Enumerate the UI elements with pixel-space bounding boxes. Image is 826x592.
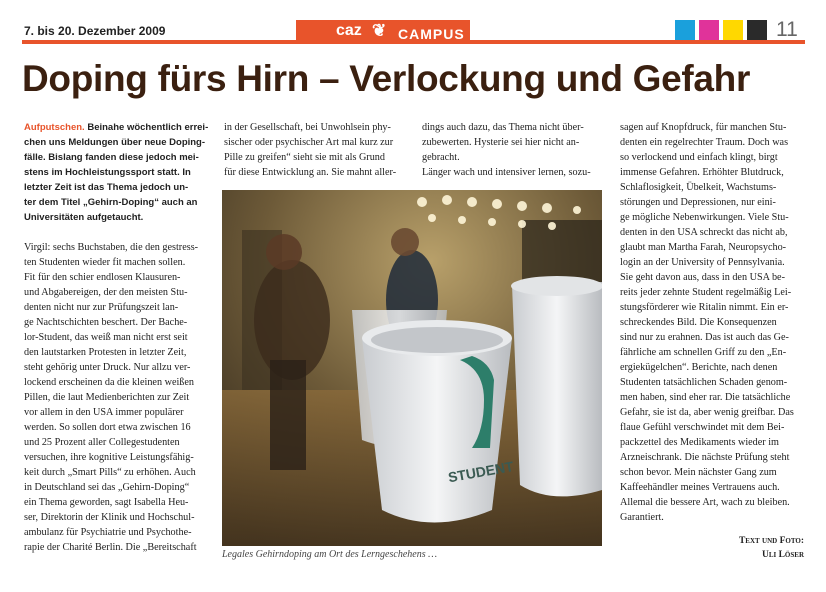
body-line: keit durch „Smart Pills“ zu erhöhen. Auch <box>24 467 196 478</box>
header-date: 7. bis 20. Dezember 2009 <box>24 24 166 38</box>
body-line: ge Nachtschichten beschert. Der Bache- <box>24 317 188 328</box>
color-swatch-yellow <box>723 20 743 40</box>
body-line: Schlaflosigkeit, Übelkeit, Wachstums- <box>620 182 777 193</box>
column-4 <box>620 120 794 525</box>
body-line: Allemal die bessere Art, wach zu bleiben. <box>620 497 790 508</box>
body-line: Garantiert. <box>620 512 664 523</box>
body-line: denten in den USA schreckt das nicht ab, <box>620 227 788 238</box>
body-line: men haben, sind eher rar. Die tatsächliche <box>620 392 791 403</box>
photo-credit <box>739 534 804 562</box>
credit-label: Text und Foto: <box>738 536 804 546</box>
body-line: lor-Student, das weiß man nicht erst seit <box>24 332 188 343</box>
body-line: Virgil: sechs Buchstaben, die den gestress- <box>24 242 199 253</box>
body-line: versuchen, ihre kognitive Leistungsfähig- <box>24 452 194 463</box>
body-line: ge mögliche Nebenwirkungen. Viele Stu- <box>620 212 789 223</box>
body-line: ambulanz für Psychiatrie und Psychothe- <box>24 527 192 538</box>
body-line: und Abgabereigen, der den meisten Stu- <box>24 287 188 298</box>
body-line: flaue Gefühl verschwindet mit dem Bei- <box>620 422 785 433</box>
body-line: stungsförderer wie Ritalin nimmt. Ein er- <box>620 302 789 313</box>
color-swatch-magenta <box>699 20 719 40</box>
body-line: rapie der Charité Berlin. Die „Bereitschaft <box>24 542 197 553</box>
body-line: Sie geht davon aus, dass in den USA be- <box>620 272 785 283</box>
body-line: denten nicht nur zur Prüfungszeit lan- <box>24 302 179 313</box>
body-line: Arzneischrank. Die nächste Prüfung steht <box>620 452 790 463</box>
section-logo <box>296 20 470 44</box>
body-line: Studenten tatsächlichen Schaden genom- <box>620 377 788 388</box>
body-line: ergiekügelchen“. Berichte, nach denen <box>620 362 778 373</box>
body-line: so verlockend und einfach klingt, birgt <box>620 152 778 163</box>
body-line: denten ein regelrechter Traum. Doch was <box>620 137 789 148</box>
color-swatch-black <box>747 20 767 40</box>
body-line: Länger wach und intensiver lernen, sozu- <box>422 167 591 178</box>
body-line: lockend erscheinen da die kleinen weißen <box>24 377 195 388</box>
body-line: login an der University of Pennsylvania. <box>620 257 785 268</box>
lead-line: stens im Hochleistungssport statt. In <box>24 167 191 178</box>
body-text-col1 <box>24 240 214 555</box>
lead-line: ter dem Titel „Gehirn-Doping“ auch an <box>24 197 198 208</box>
body-line: für diese Entwicklung an. Sie mahnt aller- <box>224 167 397 178</box>
lead-line: Universitäten aufgetaucht. <box>24 212 144 223</box>
lead-line: fälle. Bislang fanden diese jedoch mei- <box>24 152 199 163</box>
body-line: fährliche am schnellen Griff zu den „En- <box>620 347 787 358</box>
lead-line <box>24 120 214 135</box>
column-2 <box>224 120 396 180</box>
body-line: Gefahr, sie ist da, aber wenig greifbar. Das <box>620 407 794 418</box>
color-swatch-cyan <box>675 20 695 40</box>
body-line: und 25 Prozent aller Collegestudenten <box>24 437 180 448</box>
body-line: werden. So sollen dort etwa zwischen 16 <box>24 422 191 433</box>
body-line: packzettel des Medikaments wieder im <box>620 437 779 448</box>
lead-line: letzter Zeit ist das Thema jedoch un- <box>24 182 189 193</box>
body-line: Kaffeehändler meines Vertrauens auch. <box>620 482 780 493</box>
page-number: 11 <box>776 18 798 41</box>
body-line: schon bevor. Mein nächster Gang zum <box>620 467 777 478</box>
body-line: in Deutschland sei das „Gehirn-Doping“ <box>24 482 190 493</box>
lead-line: chen uns Meldungen über neue Doping- <box>24 137 206 148</box>
lead-line-text: Beinahe wöchentlich errei- <box>84 122 209 133</box>
body-line: sagen auf Knopfdruck, für manchen Stu- <box>620 122 787 133</box>
body-line: sind nur zu erahnen. Das ist auch das Ge- <box>620 332 789 343</box>
body-line: vor allem in den USA immer populärer <box>24 407 184 418</box>
body-line: ser, Direktorin der Klinik und Hochschul- <box>24 512 195 523</box>
body-line: zubewerten. Hysterie sei hier nicht an- <box>422 137 580 148</box>
body-line: den lautstarken Protesten in letzter Zeit, <box>24 347 187 358</box>
headline: Doping fürs Hirn – Verlockung und Gefahr <box>22 58 751 99</box>
body-line: Pille zu greifen“ sieht sie mit als Grund <box>224 152 385 163</box>
photo-caption: Legales Gehirndoping am Ort des Lerngeschehens … <box>222 549 437 560</box>
lead-paragraph <box>24 120 214 225</box>
body-line: schreckendes Bild. Die Konsequenzen <box>620 317 777 328</box>
body-line: glaubt man Martha Farah, Neuropsycho- <box>620 242 787 253</box>
body-line: in der Gesellschaft, bei Unwohlsein phy- <box>224 122 391 133</box>
body-line: Pillen, die laut Medienberichten zur Zeit <box>24 392 190 403</box>
body-line: dings auch dazu, das Thema nicht über- <box>422 122 584 133</box>
logo-campus-text: CAMPUS <box>398 26 465 42</box>
logo-caz-text: caz <box>336 22 362 39</box>
body-line: sischer oder psychischer Art mal kurz zur <box>224 137 394 148</box>
column-1 <box>24 120 214 555</box>
body-line: ein Thema geworden, sagt Isabella Heu- <box>24 497 189 508</box>
article-photo <box>222 190 602 546</box>
body-line: störungen und Depressionen, nur eini- <box>620 197 776 208</box>
body-line: gebracht. <box>422 152 460 163</box>
lead-kicker: Aufputschen. <box>24 122 85 133</box>
body-line: steht gehörig unter Druck. Nur allzu ver- <box>24 362 191 373</box>
body-line: reits jeder zehnte Student regelmäßig Lei- <box>620 287 792 298</box>
mug-text: STUDENT <box>446 458 515 486</box>
body-line: immense Gefahren. Erhöhter Blutdruck, <box>620 167 784 178</box>
body-line: Fit für den schier endlosen Klausuren- <box>24 272 181 283</box>
column-3 <box>422 120 591 180</box>
logo-heart-icon: ❦ <box>372 21 387 40</box>
body-line: ten Studenten wieder fit machen sollen. <box>24 257 186 268</box>
credit-name: Uli Löser <box>761 550 804 560</box>
